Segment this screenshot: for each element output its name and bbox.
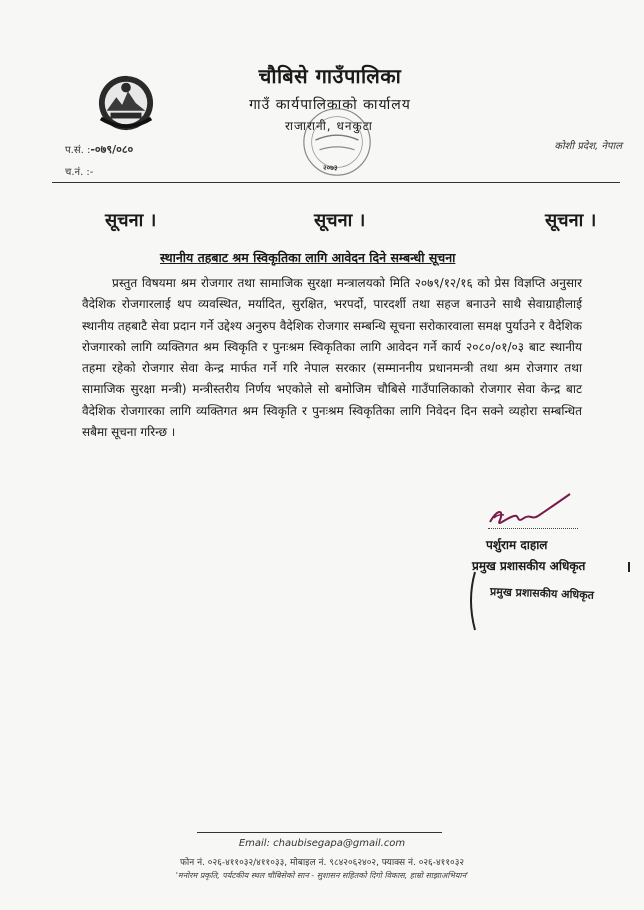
stamp-edge-mark	[624, 562, 634, 572]
stamp-year: २०७३	[323, 164, 338, 172]
notice-heading-left: सूचना ।	[105, 210, 157, 231]
footer-email: Email: chaubisegapa@gmail.com	[238, 838, 406, 849]
signatory-title: प्रमुख प्रशासकीय अधिकृत	[472, 559, 586, 573]
footer-contact-numbers: फोन नं. ०२६-४११०३२/४११०३३, मोबाइल नं. ९८४२०६२४०२, फ्याक्स नं. ०२६-४११०३२	[179, 858, 465, 868]
reference-label: प.सं. :	[65, 145, 91, 156]
office-name: गाउँ कार्यपालिकाको कार्यालय	[249, 97, 411, 113]
office-address: राजारानी, धनकुटा	[285, 119, 373, 133]
stamp-bracket-mark	[465, 570, 479, 632]
notice-body: प्रस्तुत विषयमा श्रम रोजगार तथा सामाजिक सुरक्षा मन्त्रालयको मिति २०७९/१२/१६ को प्रेस विज्ञप्ति अनुसार वैदेशिक रोजगारलाई थप व्यवस्थित, मर्यादित, सुरक्षित, भरपर्दो, पारदर्शी तथा सहज बनाउने साथै सेवाग्राहीलाई स्थानीय तहबाटै सेवा प्रदान गर्ने उद्देश्य अनुरुप वैदेशिक रोजगार सम्बन्धि सूचना सरोकारवाला समक्ष पुर्याउने र वैदेशिक रोजगारको लागि व्यक्तिगत श्रम स्विकृति र पुनःश्रम स्विकृतिका लागि आवेदन गर्ने कार्य २०८०/०१/०३ बाट स्थानीय तहमा रहेको रोजगार सेवा केन्द्र मार्फत गर्ने गरि नेपाल सरकार (सम्माननीय प्रधानमन्त्री तथा श्रम रोजगार तथा सामाजिक सुरक्षा मन्त्री) मन्त्रीस्तरीय निर्णय भएकोले सो बमोजिम चौबिसे गाउँपालिकाको रोजगार सेवा केन्द्र बाट वैदेशिक रोजगारका लागि व्यक्तिगत श्रम स्विकृति र पुनःश्रम स्विकृतिका लागि निवेदन दिन सक्ने व्यहोरा सम्बन्धित सबैमा सूचना गरिन्छ ।	[82, 276, 582, 440]
province-name: कोशी प्रदेश, नेपाल	[554, 141, 622, 152]
notice-heading-center: सूचना ।	[314, 210, 366, 231]
signatory-name: पर्शुराम दाहाल	[486, 538, 548, 552]
handwritten-signature	[470, 488, 580, 538]
footer-divider	[197, 832, 442, 833]
org-name: चौबिसे गाउँपालिका	[258, 64, 402, 88]
reference-value: -०७९/०८०	[90, 143, 134, 156]
notice-heading-right: सूचना ।	[545, 210, 597, 231]
nepal-government-emblem	[97, 74, 155, 132]
designation-seal: प्रमुख प्रशासकीय अधिकृत	[489, 585, 595, 602]
footer-motto: 'मनोरम प्रकृति, पर्यटकीय स्थल चौबिसेको सान - सुशासन सहितको दिगो विकास, हाम्रो साझाअभियान'	[175, 871, 469, 880]
header-divider	[52, 182, 620, 183]
signature-line	[488, 528, 578, 529]
dispatch-number-label: च.नं. :-	[65, 167, 94, 178]
reference-number	[65, 142, 133, 157]
notice-subject: स्थानीय तहबाट श्रम स्विकृतिका लागि आवेदन दिने सम्बन्धी सूचना	[160, 250, 456, 265]
